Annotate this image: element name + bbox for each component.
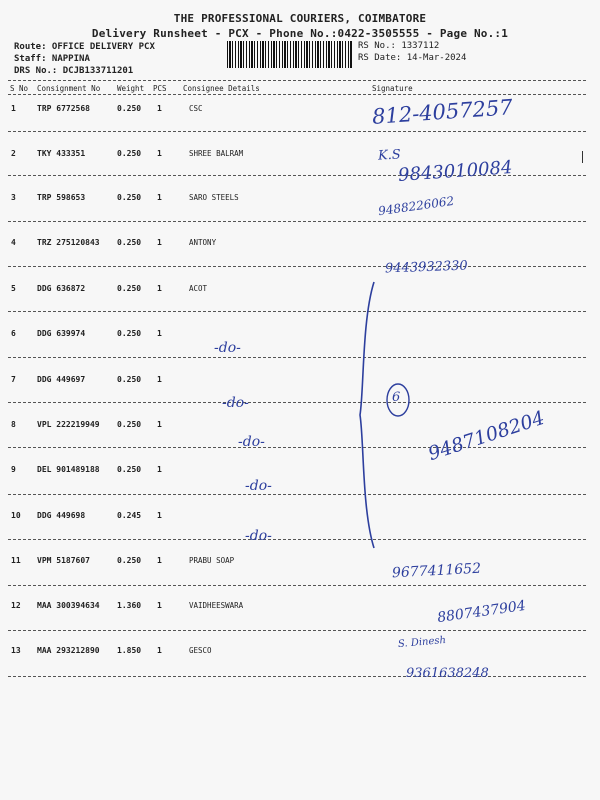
row-pcs: 1 [157,601,162,610]
row-consignment-no: TRZ 275120843 [37,238,100,247]
row-weight: 0.250 [117,420,142,429]
row-pcs: 1 [157,193,162,202]
col-signature: Signature [372,84,413,93]
row-divider [8,402,586,403]
row-weight: 1.850 [117,646,142,655]
row-consignment-no: MAA 300394634 [37,601,100,610]
row-consignee: GESCO [189,646,212,655]
row-pcs: 1 [157,420,162,429]
header-top-rule [8,80,586,81]
row-weight: 0.245 [117,511,142,520]
row-sno: 3 [11,193,16,202]
barcode [227,41,352,68]
handwritten-phone-8: 9487108204 [425,406,548,466]
row-consignment-no: VPL 222219949 [37,420,100,429]
row-pcs: 1 [157,646,162,655]
handwritten-phone-2: 9843010084 [397,157,514,186]
row-sno: 2 [11,149,16,158]
row-sno: 8 [11,420,16,429]
row-weight: 0.250 [117,556,142,565]
col-consignee: Consignee Details [183,84,260,93]
row-weight: 0.250 [117,284,142,293]
ditto-mark-6: -do- [214,340,241,356]
row-divider [8,266,586,267]
row-sno: 4 [11,238,16,247]
row-sno: 6 [11,329,16,338]
company-title: THE PROFESSIONAL COURIERS, COIMBATORE [173,12,427,25]
ditto-mark-7: -do- [222,395,249,411]
row-sno: 11 [11,556,21,565]
row-weight: 0.250 [117,193,142,202]
row-sno: 13 [11,646,21,655]
row-divider [8,311,586,312]
row-pcs: 1 [157,375,162,384]
row-divider [8,221,586,222]
row-divider [8,539,586,540]
row-divider [8,131,586,132]
row-pcs: 1 [157,284,162,293]
row-sno: 7 [11,375,16,384]
row-consignment-no: DDG 639974 [37,329,86,338]
row-pcs: 1 [157,556,162,565]
row-weight: 0.250 [117,238,142,247]
row-divider [8,630,586,631]
row-consignment-no: MAA 293212890 [37,646,100,655]
row-consignee: ANTONY [189,238,217,247]
margin-tick-mark [582,151,583,163]
row-consignment-no: DEL 901489188 [37,465,100,474]
staff-label: Staff: NAPPINA [14,54,90,64]
row-consignee: SARO STEELS [189,193,239,202]
col-consignment: Consignment No [37,84,101,93]
row-pcs: 1 [157,238,162,247]
header-bottom-rule [8,94,586,95]
handwritten-signature-1: 812-4057257 [371,95,514,129]
row-consignment-no: TRP 6772568 [37,104,90,113]
rs-date: RS Date: 14-Mar-2024 [358,53,467,63]
rs-number: RS No.: 1337112 [358,41,440,51]
row-pcs: 1 [157,104,162,113]
row-weight: 0.250 [117,149,142,158]
row-divider [8,494,586,495]
handwritten-phone-13: 9361638248 [406,666,489,681]
handwritten-signature-11: 9677411652 [391,560,482,582]
col-weight: Weight [117,84,145,93]
row-consignment-no: DDG 449698 [37,511,86,520]
ditto-mark-10: -do- [245,528,272,544]
row-divider [8,357,586,358]
route-label: Route: OFFICE DELIVERY PCX [14,42,155,52]
row-consignment-no: TKY 433351 [37,149,86,158]
col-sno: S No [10,84,29,93]
row-pcs: 1 [157,465,162,474]
col-pcs: PCS [153,84,167,93]
handwritten-signature-12: 8807437904 [436,597,527,627]
handwritten-signature-3: 9488226062 [377,193,455,219]
row-weight: 0.250 [117,104,142,113]
handwritten-signature-2: K.S [377,147,402,164]
ditto-mark-8: -do- [238,434,265,450]
row-consignment-no: DDG 636872 [37,284,86,293]
row-consignment-no: TRP 598653 [37,193,86,202]
row-consignment-no: DDG 449697 [37,375,86,384]
row-sno: 12 [11,601,21,610]
row-consignment-no: VPM 5187607 [37,556,90,565]
row-pcs: 1 [157,149,162,158]
row-consignee: SHREE BALRAM [189,149,244,158]
row-weight: 1.360 [117,601,142,610]
bracket-count: 6 [392,390,401,405]
row-sno: 1 [11,104,16,113]
row-divider [8,676,586,677]
ditto-mark-9: -do- [245,478,272,494]
drs-number: DRS No.: DCJB133711201 [14,66,134,76]
row-divider [8,447,586,448]
row-weight: 0.250 [117,329,142,338]
row-consignee: CSC [189,104,203,113]
row-consignee: VAIDHEESWARA [189,601,244,610]
row-divider [8,585,586,586]
row-pcs: 1 [157,329,162,338]
row-weight: 0.250 [117,375,142,384]
row-sno: 10 [11,511,21,520]
row-weight: 0.250 [117,465,142,474]
row-consignee: PRABU SOAP [189,556,235,565]
runsheet-title: Delivery Runsheet - PCX - Phone No.:0422-3505555 - Page No.:1 [91,27,509,40]
handwritten-signature-4: 9443932330 [384,258,468,277]
row-pcs: 1 [157,511,162,520]
handwritten-name-13: S. Dinesh [397,634,447,651]
row-sno: 5 [11,284,16,293]
row-consignee: ACOT [189,284,208,293]
row-sno: 9 [11,465,16,474]
